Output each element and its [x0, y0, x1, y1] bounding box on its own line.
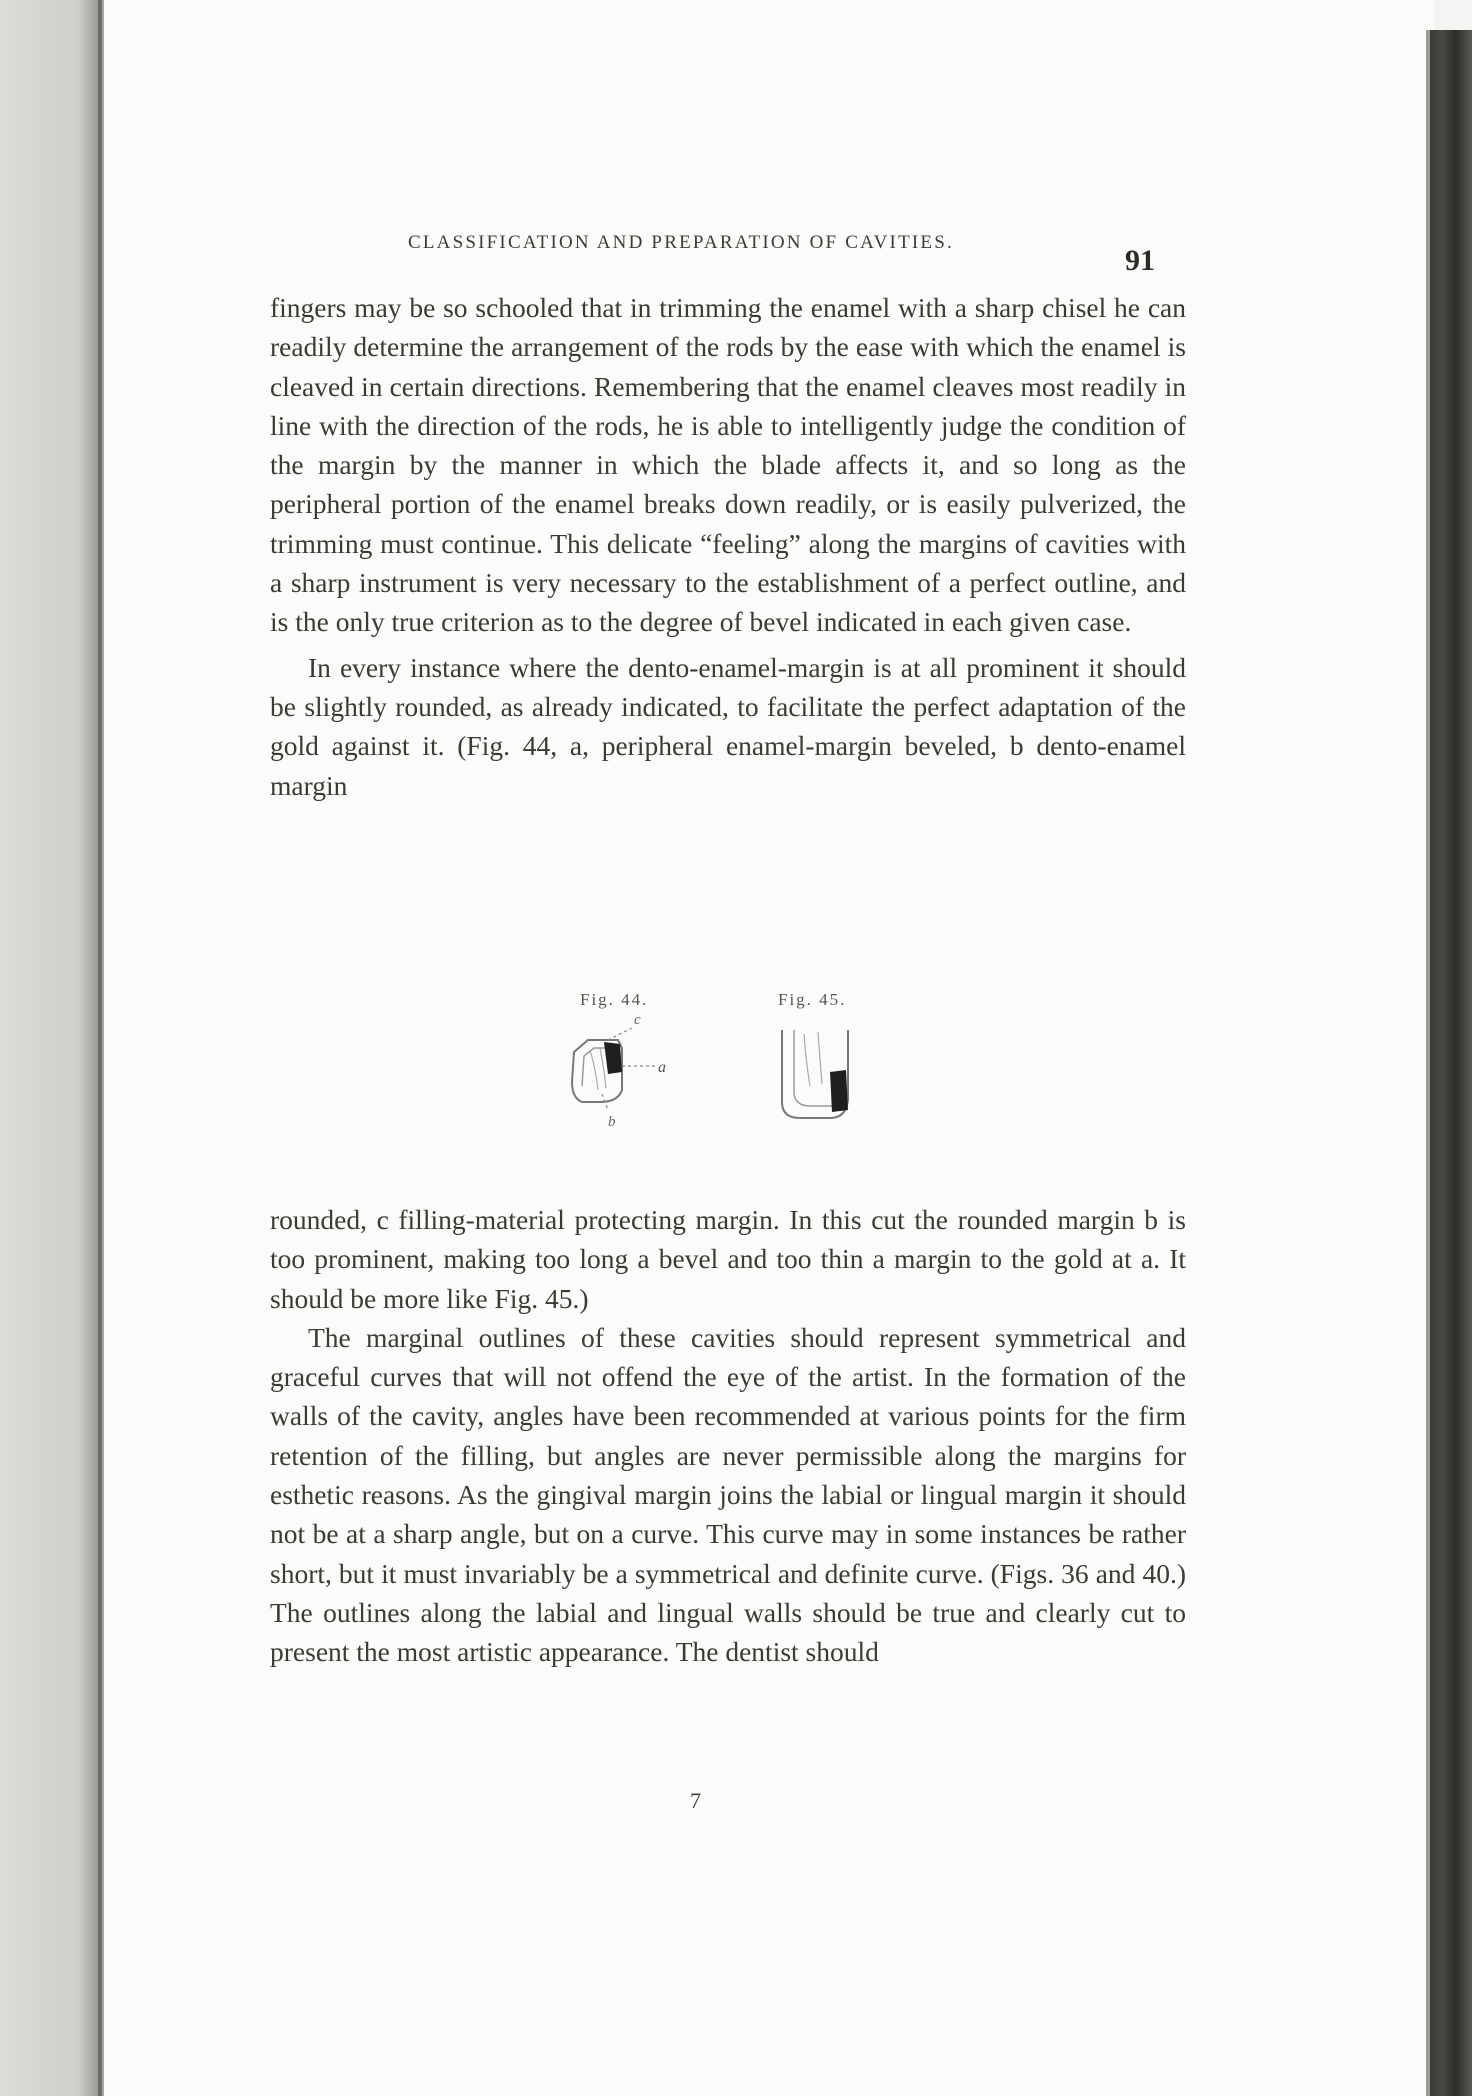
fig-44-label-a: a [658, 1059, 666, 1076]
left-page-edge [0, 0, 112, 2096]
fig-45-drawing [782, 1030, 848, 1118]
fig-44-label-c: c [634, 1012, 641, 1028]
binding-line [98, 0, 102, 2096]
paragraph-2: In every instance where the dento-enamel-margin is at all prominent it should be slightly rounded, as already indicated, to facilitate the perfect adaptation of the gold against it. (Fig. 44, a, peripheral enamel-margin beveled, b dento-enamel margin [270, 651, 1186, 801]
page-number: 91 [1125, 244, 1155, 277]
fig-44-caption: Fig. 44. [580, 990, 649, 1009]
fig-44-label-b: b [608, 1114, 616, 1130]
fig-44-drawing [572, 1012, 666, 1130]
paragraph-3: The marginal outlines of these cavities should represent symmetrical and graceful curves that will not offend the eye of the artist. In the formation of the walls of the cavity, angles have been recommended at various points for the firm retention of the filling, but angles are never permissible along the margins for esthetic reasons. As the gingival margin joins the labial or lingual margin it should not be at a sharp angle, but on a curve. This curve may in some instances be rather short, but it must invariably be a symmetrical and definite curve. (Figs. 36 and 40.) The outlines along the labial and lingual walls should be true and clearly cut to present the most artistic appearance. The dentist should [270, 1321, 1186, 1668]
text-block-upper [270, 288, 1186, 805]
signature-mark: 7 [690, 1788, 701, 1813]
figures-44-45 [560, 990, 920, 1170]
running-head: CLASSIFICATION AND PREPARATION OF CAVITIES. [408, 232, 954, 253]
fig-45-caption: Fig. 45. [778, 990, 847, 1009]
right-page-edge [1430, 30, 1472, 2096]
paragraph-1: fingers may be so schooled that in trimming the enamel with a sharp chisel he can readily determine the arrangement of the rods by the ease with which the enamel is cleaved in certain directions. Remembering that the enamel cleaves most readily in line with the direction of the rods, he is able to intelligently judge the condition of the margin by the manner in which the blade affects it, and so long as the peripheral portion of the enamel breaks down readily, or is easily pulverized, the trimming must continue. This delicate “feeling” along the margins of cavities with a sharp instrument is very necessary to the establishment of a perfect outline, and is the only true criterion as to the degree of bevel indicated in each given case. [270, 292, 1186, 638]
text-block-lower [270, 1200, 1186, 1672]
figures-drawing [560, 990, 920, 1170]
paragraph-2-continued: rounded, c filling-material protecting margin. In this cut the rounded margin b is too prominent, making too long a bevel and too thin a margin to the gold at a. It should be more like Fig. 45.) [270, 1204, 1186, 1314]
